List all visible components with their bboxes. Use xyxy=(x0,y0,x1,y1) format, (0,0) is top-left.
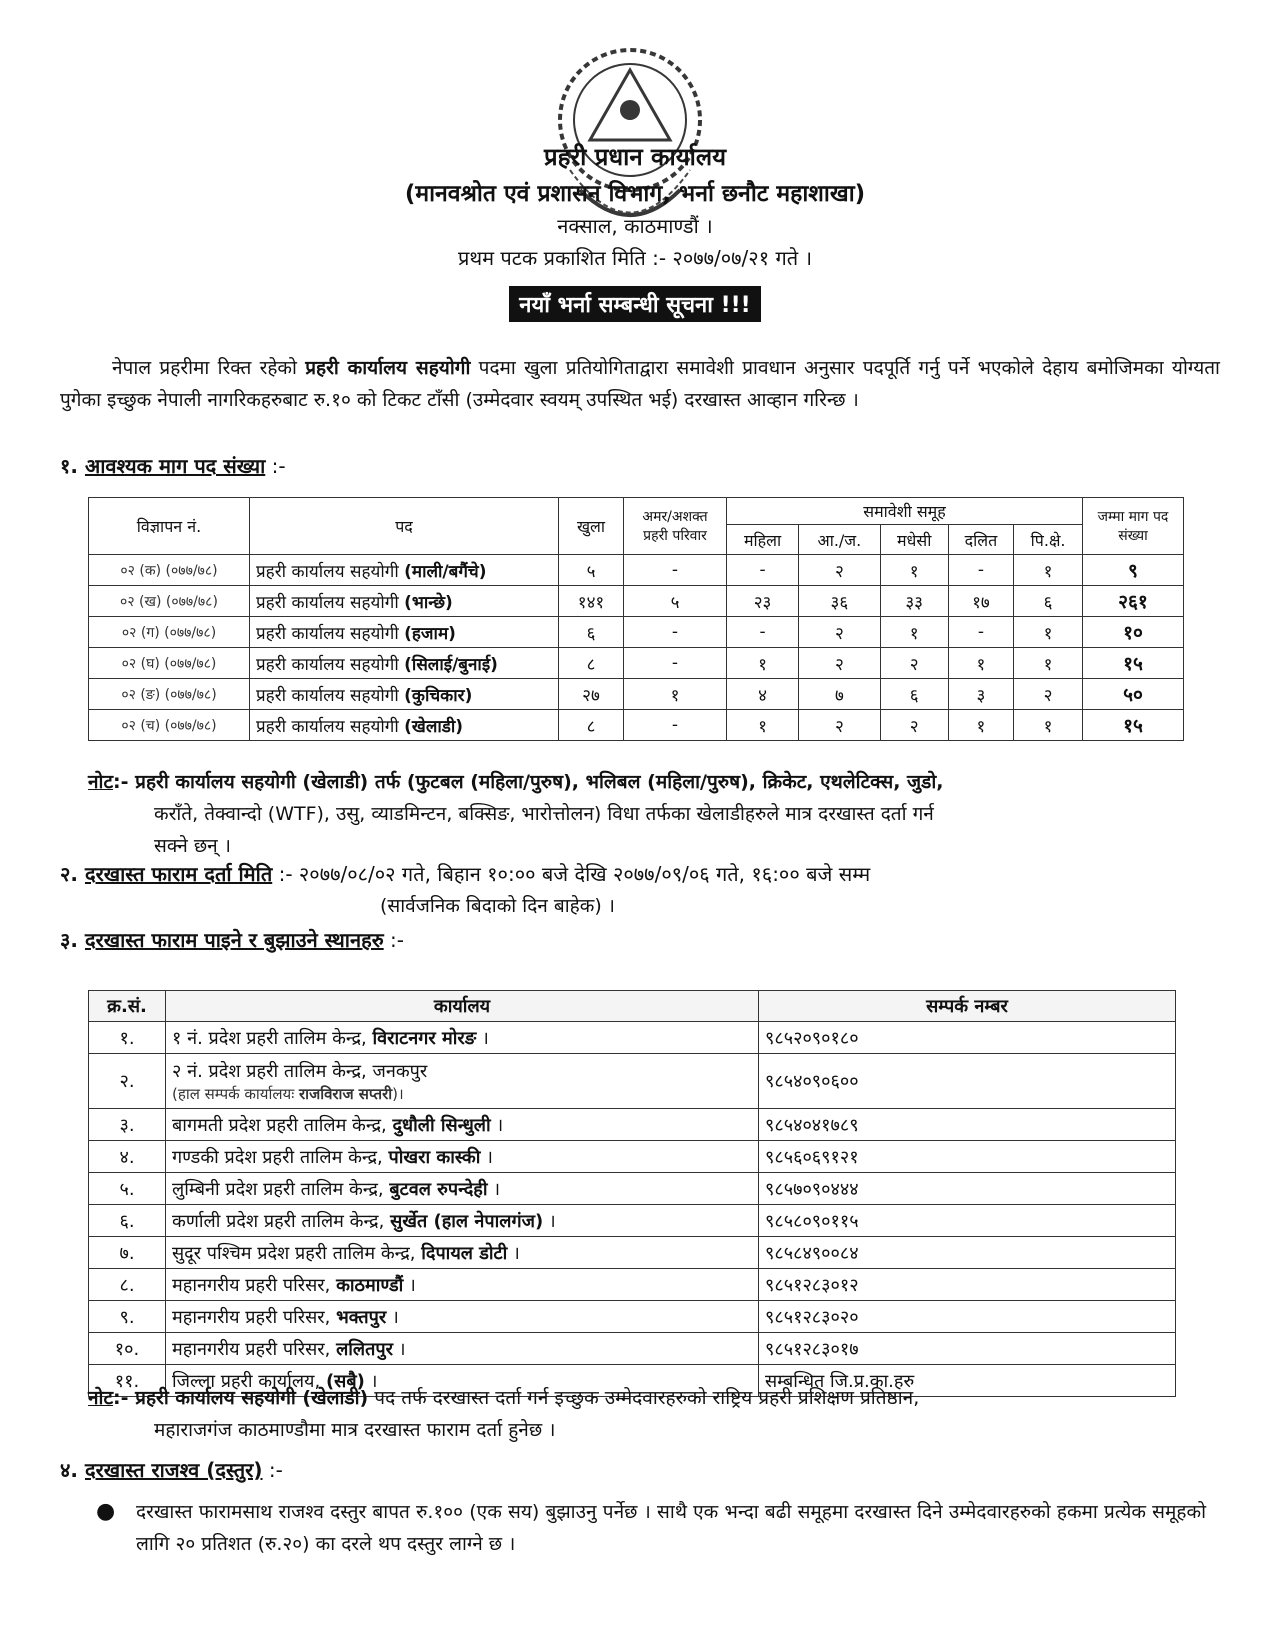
note-athlete-registration xyxy=(88,1382,1208,1446)
cell-backward: १ xyxy=(1014,555,1083,586)
cell-sn: ९. xyxy=(89,1301,166,1333)
cell-post xyxy=(250,710,559,741)
cell-office xyxy=(166,1269,759,1301)
table-row xyxy=(89,586,1184,617)
col-total: जम्मा माग पद संख्या xyxy=(1083,498,1184,555)
cell-madhesi: ३३ xyxy=(880,586,948,617)
notice-title: नयाँ भर्ना सम्बन्धी सूचना !!! xyxy=(509,286,760,322)
table-row xyxy=(89,1141,1176,1173)
cell-adv: ०२ (च) (०७७/७८) xyxy=(89,710,250,741)
post-text: प्रहरी कार्यालय सहयोगी xyxy=(256,685,405,706)
office-place: दिपायल डोटी xyxy=(421,1242,508,1264)
table-row xyxy=(89,1173,1176,1205)
cell-backward: २ xyxy=(1014,679,1083,710)
office-sub xyxy=(172,1085,404,1103)
post-type: (माली/बगैंचे) xyxy=(404,561,487,582)
cell-post xyxy=(250,679,559,710)
cell-aj: ७ xyxy=(799,679,881,710)
cell-phone: ९८५१२८३०१७ xyxy=(759,1333,1176,1365)
cell-office xyxy=(166,1301,759,1333)
office-end: । xyxy=(386,1306,399,1328)
cell-madhesi: १ xyxy=(880,617,948,648)
cell-office xyxy=(166,1141,759,1173)
cell-sn: ५. xyxy=(89,1173,166,1205)
cell-martyr: - xyxy=(624,710,727,741)
fee-bullet xyxy=(96,1496,1206,1560)
table-row xyxy=(89,1022,1176,1054)
cell-open: १४१ xyxy=(559,586,624,617)
cell-office xyxy=(166,1022,759,1054)
cell-total: २६१ xyxy=(1083,586,1184,617)
office-place: भक्तपुर xyxy=(336,1306,387,1328)
section-1-heading xyxy=(60,452,286,479)
cell-sn: १. xyxy=(89,1022,166,1054)
cell-post xyxy=(250,648,559,679)
cell-sn: ११. xyxy=(89,1365,166,1397)
cell-martyr: ५ xyxy=(624,586,727,617)
office-end: । xyxy=(490,1114,504,1136)
cell-sn: ८. xyxy=(89,1269,166,1301)
cell-total: १५ xyxy=(1083,710,1184,741)
office-end: । xyxy=(507,1242,520,1264)
col-contact: सम्पर्क नम्बर xyxy=(759,991,1176,1022)
office-sub-place: राजविराज सप्तरी xyxy=(299,1084,393,1103)
cell-dalit: - xyxy=(948,555,1014,586)
office-text: बागमती प्रदेश प्रहरी तालिम केन्द्र, xyxy=(172,1114,393,1136)
cell-sn: १०. xyxy=(89,1333,166,1365)
col-backward: पि.क्षे. xyxy=(1014,525,1083,555)
note-text-1: पद तर्फ दरखास्त दर्ता गर्न इच्छुक उम्मेदवारहरुको राष्ट्रिय प्रहरी प्रशिक्षण प्रतिष्ठान, xyxy=(368,1387,920,1409)
intro-post-name: प्रहरी कार्यालय सहयोगी xyxy=(305,357,471,379)
cell-total: १५ xyxy=(1083,648,1184,679)
cell-woman: - xyxy=(727,555,799,586)
section-1-label: आवश्यक माग पद संख्या xyxy=(84,454,266,478)
col-madhesi: मधेसी xyxy=(880,525,948,555)
section-1-number: १. xyxy=(60,454,78,478)
cell-sn: ६. xyxy=(89,1205,166,1237)
cell-woman: ४ xyxy=(727,679,799,710)
section-3-heading xyxy=(60,926,404,953)
office-table xyxy=(88,990,1176,1397)
section-2-heading xyxy=(60,860,1220,887)
office-place: ललितपुर xyxy=(336,1338,393,1360)
cell-open: ६ xyxy=(559,617,624,648)
cell-sn: ४. xyxy=(89,1141,166,1173)
cell-post xyxy=(250,586,559,617)
note-text-1: :- प्रहरी कार्यालय सहयोगी (खेलाडी) तर्फ (फुटबल (महिला/पुरुष), भलिबल (महिला/पुरुष), क्रिकेट, एथलेटिक्स, जुडो, xyxy=(113,771,944,793)
note-text-2: कराँते, तेक्वान्दो (WTF), उसु, व्याडमिन्टन, बक्सिङ, भारोत्तोलन) विधा तर्फका खेलाडीहरुले मात्र दरखास्त दर्ता गर्न xyxy=(154,803,934,825)
section-2-label: दरखास्त फाराम दर्ता मिति xyxy=(84,862,273,886)
cell-adv: ०२ (ख) (०७७/७८) xyxy=(89,586,250,617)
section-4-heading xyxy=(60,1456,283,1483)
post-type: (हजाम) xyxy=(404,623,456,644)
published-date: प्रथम पटक प्रकाशित मिति :- २०७७/०७/२१ गते । xyxy=(457,246,813,270)
cell-open: ८ xyxy=(559,710,624,741)
cell-madhesi: ६ xyxy=(880,679,948,710)
cell-sn: ३. xyxy=(89,1109,166,1141)
section-4-number: ४. xyxy=(60,1458,78,1482)
post-type: (सिलाई/बुनाई) xyxy=(404,654,498,675)
office-place: सुर्खेत (हाल नेपालगंज) xyxy=(390,1210,544,1232)
post-text: प्रहरी कार्यालय सहयोगी xyxy=(256,592,405,613)
cell-office xyxy=(166,1333,759,1365)
cell-total: ९ xyxy=(1083,555,1184,586)
note-athlete xyxy=(88,766,1208,862)
post-text: प्रहरी कार्यालय सहयोगी xyxy=(256,561,405,582)
office-end: । xyxy=(392,1338,406,1360)
post-type: (खेलाडी) xyxy=(404,716,464,737)
table-row xyxy=(89,679,1184,710)
note-bold: :- प्रहरी कार्यालय सहयोगी (खेलाडी) xyxy=(113,1387,369,1409)
cell-madhesi: २ xyxy=(880,648,948,679)
cell-post xyxy=(250,555,559,586)
cell-backward: १ xyxy=(1014,710,1083,741)
cell-phone: ९८५४०९०६०० xyxy=(759,1054,1176,1109)
cell-post xyxy=(250,617,559,648)
cell-office xyxy=(166,1054,759,1109)
cell-open: ८ xyxy=(559,648,624,679)
cell-martyr: - xyxy=(624,555,727,586)
office-end: । xyxy=(364,1370,378,1392)
col-adv: विज्ञापन नं. xyxy=(89,498,250,555)
cell-sn: २. xyxy=(89,1054,166,1109)
office-text: महानगरीय प्रहरी परिसर, xyxy=(172,1274,337,1296)
col-martyr: अमर/अशक्त प्रहरी परिवार xyxy=(624,498,727,555)
cell-phone: ९८५८०९०११५ xyxy=(759,1205,1176,1237)
post-text: प्रहरी कार्यालय सहयोगी xyxy=(256,716,405,737)
table-row xyxy=(89,1269,1176,1301)
table-row xyxy=(89,710,1184,741)
section-3-label: दरखास्त फाराम पाइने र बुझाउने स्थानहरु xyxy=(84,928,384,952)
cell-phone: ९८५२०९०१८० xyxy=(759,1022,1176,1054)
office-place: बुटवल रुपन्देही xyxy=(389,1178,488,1200)
cell-backward: १ xyxy=(1014,648,1083,679)
section-3-suffix: :- xyxy=(383,928,404,952)
post-text: प्रहरी कार्यालय सहयोगी xyxy=(256,654,405,675)
office-location: नक्साल, काठमाण्डौं । xyxy=(557,214,713,238)
note-text-2: महाराजगंज काठमाण्डौमा मात्र दरखास्त फाराम दर्ता हुनेछ । xyxy=(154,1419,556,1441)
intro-paragraph xyxy=(60,352,1220,416)
cell-open: ५ xyxy=(559,555,624,586)
table-row xyxy=(89,648,1184,679)
cell-office xyxy=(166,1237,759,1269)
col-woman: महिला xyxy=(727,525,799,555)
table-row xyxy=(89,1205,1176,1237)
office-place: काठमाण्डौं xyxy=(336,1274,404,1296)
cell-martyr: - xyxy=(624,617,727,648)
note-label: नोट xyxy=(88,771,114,793)
cell-dalit: १७ xyxy=(948,586,1014,617)
table-row xyxy=(89,1054,1176,1109)
table-row xyxy=(89,1301,1176,1333)
cell-phone: ९८५८४९००८४ xyxy=(759,1237,1176,1269)
fee-text: दरखास्त फारामसाथ राजश्व दस्तुर बापत रु.१०० (एक सय) बुझाउनु पर्नेछ । साथै एक भन्दा बढी समूहमा दरखास्त दिने उम्मेदवारहरुको हकमा प्रत्येक समूहको लागि २० प्रतिशत (रु.२०) का दरले थप दस्तुर लाग्ने छ । xyxy=(136,1501,1206,1555)
cell-aj: २ xyxy=(799,710,881,741)
cell-aj: २ xyxy=(799,617,881,648)
section-3-number: ३. xyxy=(60,928,78,952)
office-place: पोखरा कास्की xyxy=(388,1146,481,1168)
cell-dalit: १ xyxy=(948,710,1014,741)
cell-office xyxy=(166,1173,759,1205)
notice-title-wrap xyxy=(0,286,1270,322)
office-text: लुम्बिनी प्रदेश प्रहरी तालिम केन्द्र, xyxy=(172,1178,390,1200)
office-text: महानगरीय प्रहरी परिसर, xyxy=(172,1306,337,1328)
section-2-holiday: (सार्वजनिक बिदाको दिन बाहेक) । xyxy=(380,895,615,917)
department-name: (मानवश्रोत एवं प्रशासन विभाग, भर्ना छनौट महाशाखा) xyxy=(404,181,866,207)
office-text: १ नं. प्रदेश प्रहरी तालिम केन्द्र, xyxy=(172,1027,373,1049)
table-row xyxy=(89,1237,1176,1269)
office-text: गण्डकी प्रदेश प्रहरी तालिम केन्द्र, xyxy=(172,1146,389,1168)
cell-madhesi: १ xyxy=(880,555,948,586)
vacancy-table xyxy=(88,497,1184,741)
post-text: प्रहरी कार्यालय सहयोगी xyxy=(256,623,405,644)
post-type: (भान्छे) xyxy=(404,592,453,613)
section-4-label: दरखास्त राजश्व (दस्तुर) xyxy=(84,1458,263,1482)
cell-adv: ०२ (ङ) (०७७/७८) xyxy=(89,679,250,710)
office-text: जिल्ला प्रहरी कार्यालय, xyxy=(172,1370,326,1392)
cell-adv: ०२ (क) (०७७/७८) xyxy=(89,555,250,586)
cell-woman: २३ xyxy=(727,586,799,617)
cell-woman: - xyxy=(727,617,799,648)
col-office: कार्यालय xyxy=(166,991,759,1022)
col-post: पद xyxy=(250,498,559,555)
cell-total: ५० xyxy=(1083,679,1184,710)
section-4-suffix: :- xyxy=(262,1458,283,1482)
col-inclusive: समावेशी समूह xyxy=(727,498,1083,525)
office-end: । xyxy=(480,1146,493,1168)
intro-text-1: नेपाल प्रहरीमा रिक्त रहेको xyxy=(112,357,306,379)
cell-office xyxy=(166,1205,759,1237)
cell-dalit: १ xyxy=(948,648,1014,679)
post-type: (कुचिकार) xyxy=(404,685,473,706)
cell-backward: ६ xyxy=(1014,586,1083,617)
cell-backward: १ xyxy=(1014,617,1083,648)
office-place: विराटनगर मोरङ xyxy=(372,1027,477,1049)
cell-martyr: १ xyxy=(624,679,727,710)
cell-adv: ०२ (घ) (०७७/७८) xyxy=(89,648,250,679)
office-end: । xyxy=(403,1274,416,1296)
note-label: नोट xyxy=(88,1387,114,1409)
table-row xyxy=(89,1109,1176,1141)
intro-text-2: पदमा खुला प्रतियोगिताद्वारा समावेशी प्रावधान अनुसार पदपूर्ति गर्नु पर्ने भएकोले देहाय बमोजिमका योग्यता पुगेका इच्छुक नेपाली नागरिकहरुबाट रु.१० को टिकट टाँसी (उम्मेदवार स्वयम् उपस्थित भई) दरखास्त आव्हान गरिन्छ । xyxy=(60,357,1220,411)
note-text-3: सक्ने छन् । xyxy=(154,835,231,857)
cell-sn: ७. xyxy=(89,1237,166,1269)
col-dalit: दलित xyxy=(948,525,1014,555)
col-sn: क्र.सं. xyxy=(89,991,166,1022)
office-text: सुदूर पश्चिम प्रदेश प्रहरी तालिम केन्द्र, xyxy=(172,1242,422,1264)
cell-martyr: - xyxy=(624,648,727,679)
office-place: दुधौली सिन्धुली xyxy=(392,1114,491,1136)
col-open: खुला xyxy=(559,498,624,555)
cell-phone: ९८५६०६९१२१ xyxy=(759,1141,1176,1173)
cell-woman: १ xyxy=(727,710,799,741)
cell-aj: ३६ xyxy=(799,586,881,617)
cell-aj: २ xyxy=(799,555,881,586)
col-aj: आ./ज. xyxy=(799,525,881,555)
section-2-dates: :- २०७७/०८/०२ गते, बिहान १०:०० बजे देखि २०७७/०९/०६ गते, १६:०० बजे सम्म xyxy=(272,862,871,886)
office-name: प्रहरी प्रधान कार्यालय xyxy=(543,143,727,171)
cell-open: २७ xyxy=(559,679,624,710)
office-sub-end: )। xyxy=(392,1084,404,1103)
office-end: । xyxy=(476,1027,489,1049)
office-text: कर्णाली प्रदेश प्रहरी तालिम केन्द्र, xyxy=(172,1210,391,1232)
office-sub-text: (हाल सम्पर्क कार्यालयः xyxy=(172,1084,300,1103)
office-text: २ नं. प्रदेश प्रहरी तालिम केन्द्र, जनकपुर xyxy=(172,1060,428,1082)
cell-total: १० xyxy=(1083,617,1184,648)
cell-dalit: ३ xyxy=(948,679,1014,710)
office-end: । xyxy=(487,1178,501,1200)
bullet-icon: ● xyxy=(96,1499,116,1524)
table-row xyxy=(89,617,1184,648)
table-row xyxy=(89,1333,1176,1365)
cell-phone: ९८५१२८३०२० xyxy=(759,1301,1176,1333)
cell-phone: सम्बन्धित जि.प्र.का.हरु xyxy=(759,1365,1176,1397)
cell-office xyxy=(166,1109,759,1141)
section-1-suffix: :- xyxy=(265,454,286,478)
cell-dalit: - xyxy=(948,617,1014,648)
cell-woman: १ xyxy=(727,648,799,679)
cell-phone: ९८५१२८३०१२ xyxy=(759,1269,1176,1301)
cell-adv: ०२ (ग) (०७७/७८) xyxy=(89,617,250,648)
table-row xyxy=(89,555,1184,586)
office-text: महानगरीय प्रहरी परिसर, xyxy=(172,1338,337,1360)
office-end: । xyxy=(543,1210,556,1232)
cell-aj: २ xyxy=(799,648,881,679)
cell-phone: ९८५७०९०४४४ xyxy=(759,1173,1176,1205)
cell-phone: ९८५४०४१७८९ xyxy=(759,1109,1176,1141)
cell-madhesi: २ xyxy=(880,710,948,741)
section-2-number: २. xyxy=(60,862,78,886)
office-place: (सबै) xyxy=(325,1370,365,1392)
